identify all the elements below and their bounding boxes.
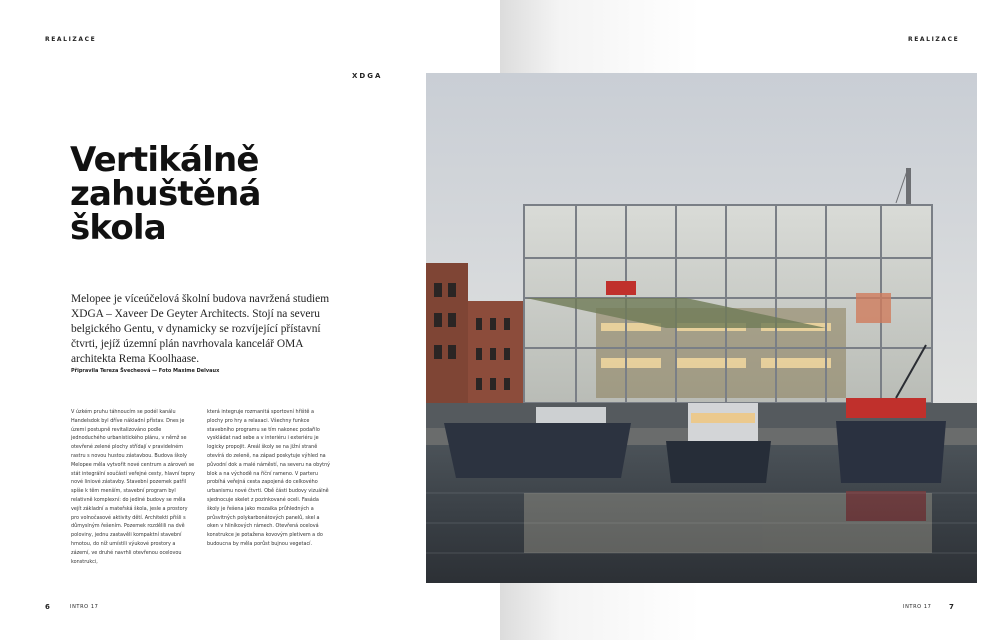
lead-paragraph: Melopee je víceúčelová školní budova navržená studiem XDGA – Xaveer De Geyter Architects. Stojí na severu belgického Gentu, v dynamicky se rozvíjející přístavní čtvrti, jejíž územní plán navrhovala kancelář OMA architekta Rema Koolhaase. (71, 293, 330, 366)
section-label-left: REALIZACE (45, 36, 97, 43)
magazine-label-left: INTRO 17 (70, 604, 99, 610)
title-line-2: zahuštěná (70, 174, 261, 214)
article-title (70, 140, 261, 248)
photo-illustration (426, 73, 977, 583)
studio-label: XDGA (352, 72, 383, 80)
title-line-1: Vertikálně (70, 140, 259, 180)
building-photo (426, 73, 977, 583)
title-line-3: škola (70, 208, 166, 248)
section-label-right: REALIZACE (908, 36, 960, 43)
body-column-1: V úzkém pruhu táhnoucím se podél kanálu Handelsdok byl dříve nákladní přístav. Dnes je území postupně revitalizováno podle jednoduchého urbanistického plánu, v němž se otevřené zelené plochy střídají v pravidelném rastru s novou hustou zástavbou. Budova školy Melopee měla vytvořit nové centrum a zároveň se stát integrální součástí veřejné cesty, hlavní tepny nové liniové zástavby. Stavební pozemek patřil spíše k těm menším, stavební program byl relativně komplexní: do jediné budovy se měla vejít základní a mateřská škola, jesle a prostory pro volnočasové aktivity dětí. Architekti přišli s důmyslným řešením. Pozemek rozdělili na dvě poloviny, jednu zastavěli kompaktní stavební hmotou, do níž umístili výukové prostory a zázemí, ve druhé navrhli otevřenou ocelovou konstrukci, (71, 409, 195, 565)
credits: Připravila Tereza Švecheová — Foto Maxime Delvaux (71, 368, 220, 374)
page-number-left: 6 (45, 603, 50, 611)
magazine-label-right: INTRO 17 (903, 604, 932, 610)
body-column-2: která integruje rozmanitá sportovní hřiště a plochy pro hry a relaxaci. Všechny funkce stavebního programu se tím nakonec podařilo vyskládat nad sebe a v interiéru i exteriéru je logicky propojit. Areál školy se na jižní straně otevírá do zeleně, na západ poskytuje výhled na původní dok a malé náměstí, na severu na obytný blok a na východě na říční rameno. V parteru probíhá veřejná cesta zapojená do celkového urbanismu nové čtvrti. Obě části budovy vizuálně sjednocuje skelet z pozinkované oceli. Fasáda školy je řešena jako mozaika průhledných a průsvitných polykarbonátových panelů, skel a oken v hliníkových rámech. Otevřená ocelová konstrukce je potažena kovovým pletivem a do budoucna by měla porůst bujnou vegetací. (207, 409, 331, 547)
page-number-right: 7 (949, 603, 954, 611)
